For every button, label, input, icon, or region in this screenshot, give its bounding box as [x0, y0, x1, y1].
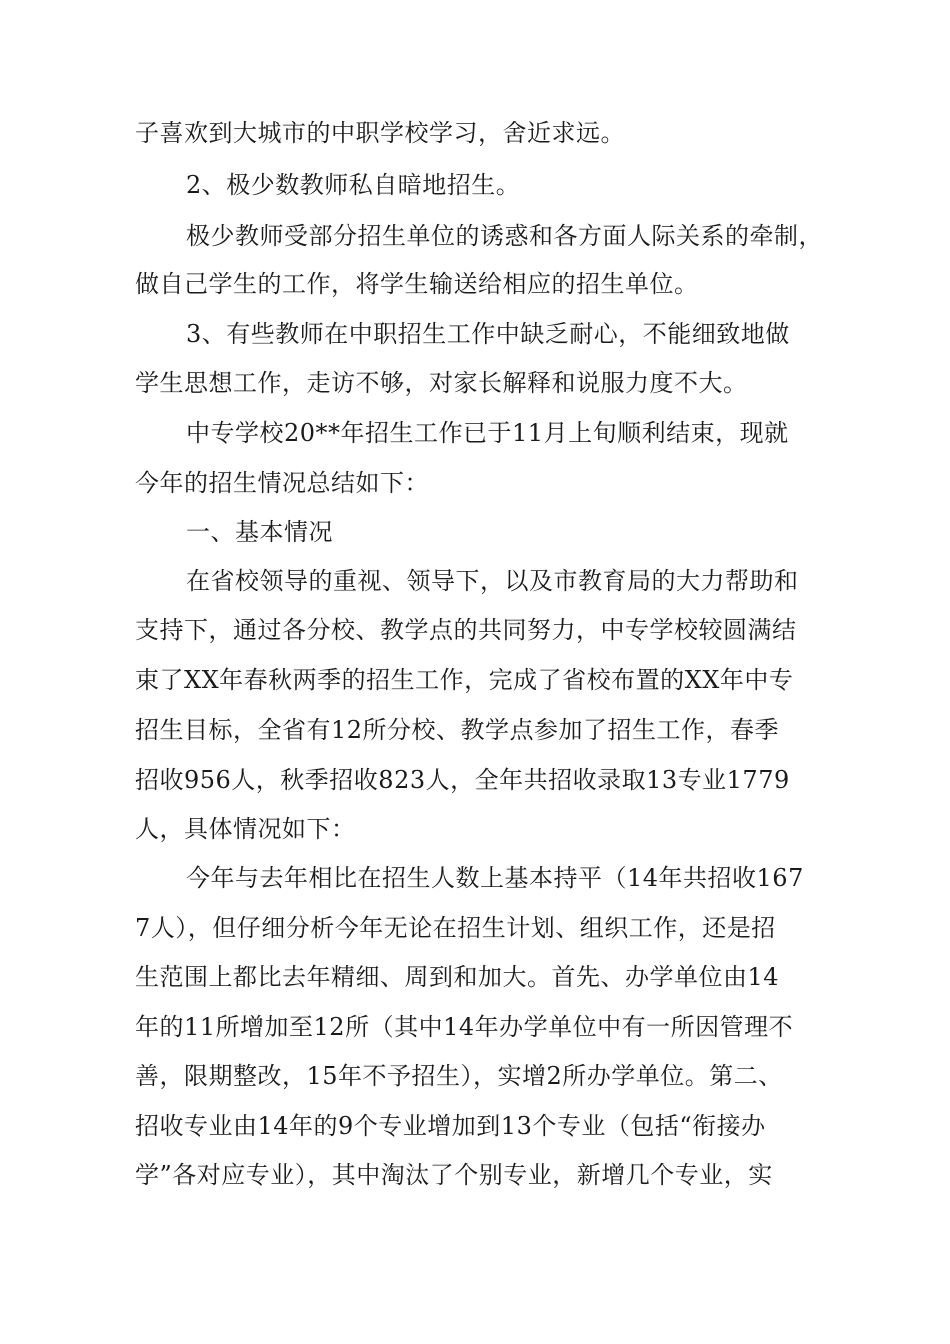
text-line: 7人），但仔细分析今年无论在招生计划、组织工作，还是招 — [135, 914, 776, 942]
text-line: 束了XX年春秋两季的招生工作，完成了省校布置的XX年中专 — [135, 666, 794, 694]
text-line: 学生思想工作，走访不够，对家长解释和说服力度不大。 — [135, 369, 748, 397]
text-line: 中专学校20**年招生工作已于11月上旬顺利结束，现就 — [186, 419, 789, 447]
text-line: 生范围上都比去年精细、周到和加大。首先、办学单位由14 — [135, 963, 780, 991]
list-item-heading: 3、有些教师在中职招生工作中缺乏耐心，不能细致地做 — [186, 320, 790, 348]
text-line: 学”各对应专业），其中淘汰了个别专业，新增几个专业，实 — [135, 1161, 773, 1189]
text-line: 子喜欢到大城市的中职学校学习，舍近求远。 — [135, 119, 625, 147]
text-line: 招生目标，全省有12所分校、教学点参加了招生工作，春季 — [135, 716, 780, 744]
text-line: 招收专业由14年的9个专业增加到13个专业（包括“衔接办 — [135, 1112, 766, 1140]
text-line: 招收956人，秋季招收823人，全年共招收录取13专业1779 — [135, 766, 790, 794]
text-line: 今年的招生情况总结如下： — [135, 469, 429, 497]
text-line: 年的11所增加至12所（其中14年办学单位中有一所因管理不 — [135, 1013, 794, 1041]
text-line: 人，具体情况如下： — [135, 815, 356, 843]
text-line: 今年与去年相比在招生人数上基本持平（14年共招收167 — [186, 864, 804, 892]
text-line: 善，限期整改，15年不予招生），实增2所办学单位。第二、 — [135, 1062, 783, 1090]
section-heading: 一、基本情况 — [186, 518, 333, 546]
list-item-heading: 2、极少数教师私自暗地招生。 — [186, 171, 521, 199]
text-line: 支持下，通过各分校、教学点的共同努力，中专学校较圆满结 — [135, 616, 797, 644]
text-line: 极少教师受部分招生单位的诱惑和各方面人际关系的牵制， — [186, 222, 823, 250]
text-line: 做自己学生的工作，将学生输送给相应的招生单位。 — [135, 270, 699, 298]
text-line: 在省校领导的重视、领导下，以及市教育局的大力帮助和 — [186, 567, 799, 595]
